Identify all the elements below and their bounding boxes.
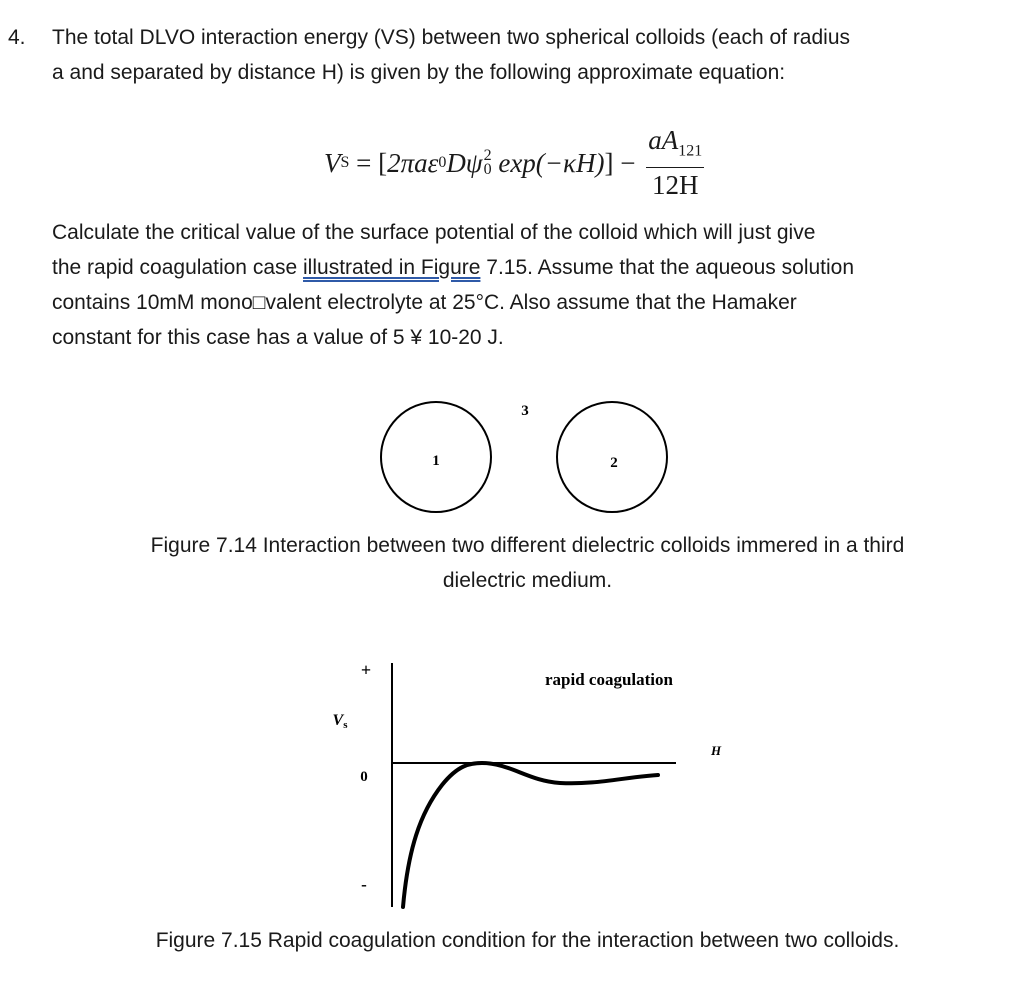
eq-fraction	[646, 125, 704, 201]
eq-numerator: aA	[648, 124, 679, 155]
task-line-2a: the rapid coagulation case	[52, 256, 304, 279]
task-line-2c: 7.15. Assume that the aqueous solution	[480, 256, 855, 279]
figure-7-14	[0, 395, 1021, 515]
eq-term1: 2πaε	[387, 147, 439, 178]
task-line-3: contains 10mM mono□valent electrolyte at 25°C. Also assume that the Hamaker	[52, 291, 797, 314]
question-line-2: a and separated by distance H) is given by the following approximate equation:	[52, 61, 786, 84]
figure-7-14-caption-line-2: dielectric medium.	[442, 569, 613, 592]
eq-numerator-sub: 121	[678, 142, 703, 160]
colloid-2-label: 2	[610, 455, 618, 471]
eq-minus: −	[613, 147, 643, 178]
h-axis-label: H	[710, 743, 722, 758]
dlvo-equation	[324, 124, 704, 201]
rapid-coagulation-curve	[403, 763, 658, 907]
task-line-2b: illustrated in Figure	[303, 256, 481, 279]
vs-label: Vs	[332, 712, 348, 731]
task-line-4: constant for this case has a value of 5 ¥ 10-20 J.	[52, 326, 504, 349]
eq-equals: =	[349, 147, 379, 178]
medium-3-label: 3	[521, 403, 529, 419]
question-number: 4.	[8, 26, 26, 49]
curve-label: rapid coagulation	[545, 670, 673, 689]
figure-7-15-caption: Figure 7.15 Rapid coagulation condition for the interaction between two colloids.	[155, 929, 900, 952]
eq-term3: exp(−κH)	[491, 147, 605, 178]
task-line-2	[52, 250, 854, 285]
eq-lhs-sub: S	[340, 154, 350, 171]
eq-bracket-open: [	[378, 147, 388, 178]
eq-denominator: 12H	[651, 170, 699, 201]
figure-7-14-caption-line-1: Figure 7.14 Interaction between two different dielectric colloids immered in a third	[150, 534, 905, 557]
plus-label: +	[360, 660, 372, 680]
task-line-1: Calculate the critical value of the surface potential of the colloid which will just give	[52, 221, 816, 244]
colloid-1-label: 1	[432, 453, 440, 469]
eq-term2: Dψ	[446, 147, 483, 178]
minus-label: -	[361, 875, 367, 894]
eq-lhs: V	[324, 147, 341, 178]
zero-label: 0	[360, 769, 368, 785]
eq-bracket-close: ]	[604, 147, 614, 178]
eq-eps-sub: 0	[438, 154, 447, 171]
question-line-1: The total DLVO interaction energy (VS) between two spherical colloids (each of radius	[52, 26, 851, 49]
eq-psi-sup: 2	[483, 147, 492, 164]
figure-7-15	[0, 645, 1021, 915]
eq-psi-sub: 0	[483, 161, 492, 178]
